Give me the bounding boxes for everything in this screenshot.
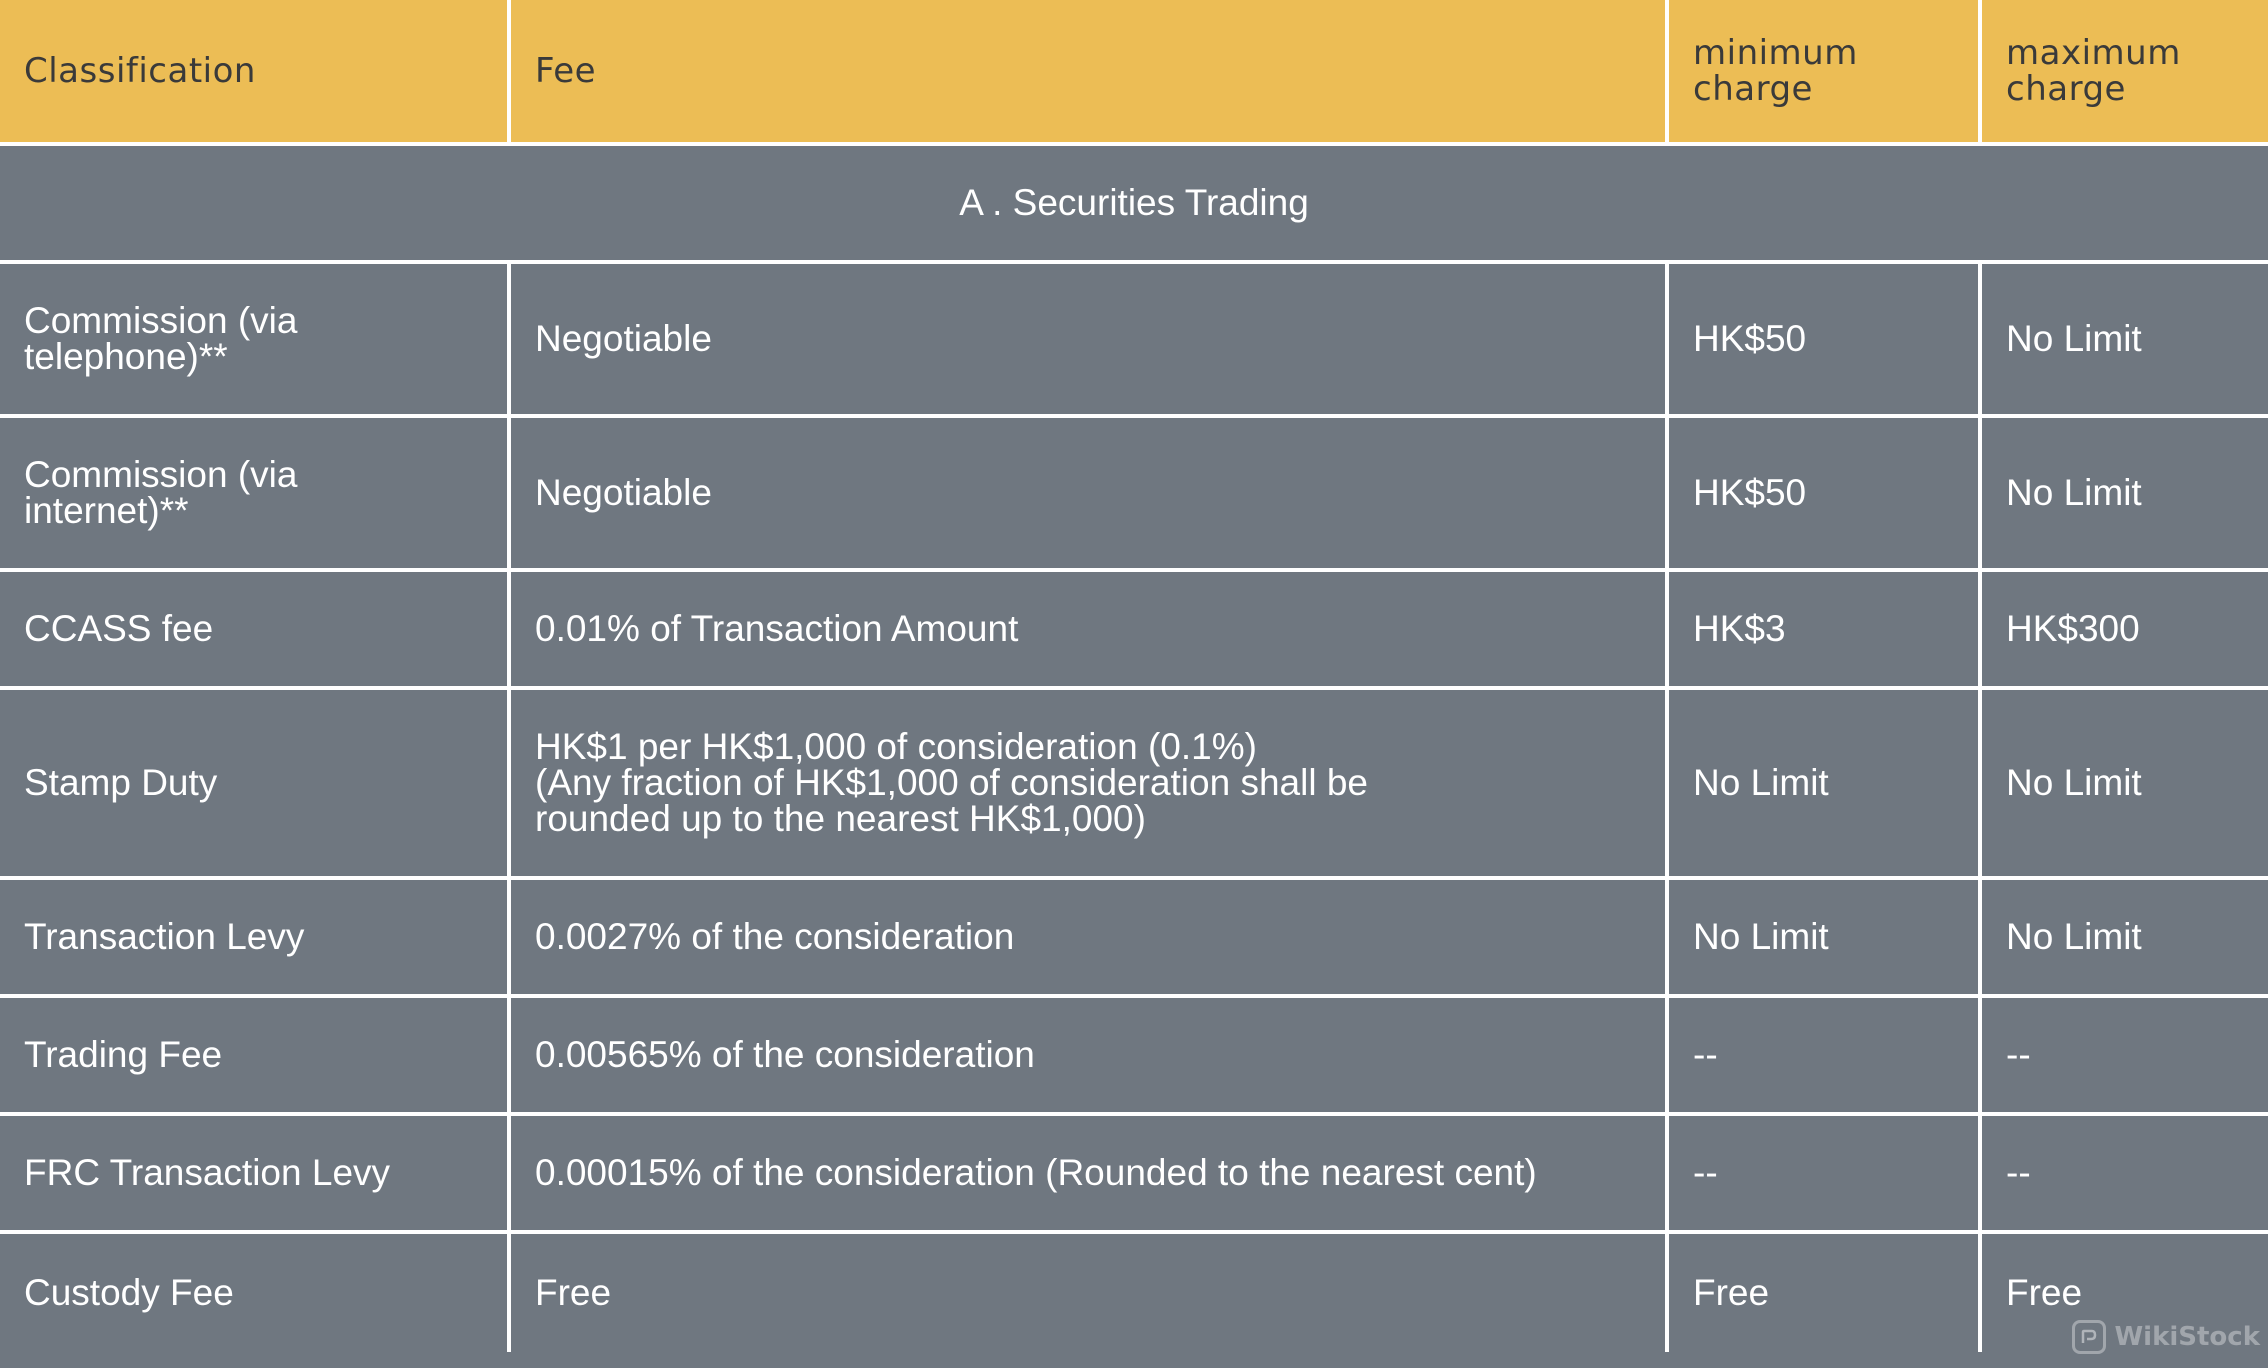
table-row — [0, 688, 2268, 878]
cell-fee: Free — [509, 1232, 1667, 1352]
cell-maximum-charge: No Limit — [1980, 878, 2268, 996]
watermark — [2072, 1320, 2260, 1354]
cell-minimum-charge: HK$3 — [1667, 570, 1980, 688]
section-row — [0, 144, 2268, 262]
section-title: A . Securities Trading — [0, 144, 2268, 262]
table-row — [0, 996, 2268, 1114]
wikistock-logo-icon — [2072, 1320, 2106, 1354]
cell-classification: FRC Transaction Levy — [0, 1114, 509, 1232]
cell-maximum-charge: No Limit — [1980, 688, 2268, 878]
table-row — [0, 570, 2268, 688]
cell-maximum-charge: -- — [1980, 996, 2268, 1114]
cell-maximum-charge: No Limit — [1980, 262, 2268, 416]
cell-minimum-charge: Free — [1667, 1232, 1980, 1352]
cell-fee: Negotiable — [509, 416, 1667, 570]
watermark-text: WikiStock — [2114, 1322, 2260, 1352]
table-header-row — [0, 0, 2268, 144]
cell-minimum-charge: -- — [1667, 1114, 1980, 1232]
table-row — [0, 416, 2268, 570]
cell-minimum-charge: No Limit — [1667, 878, 1980, 996]
cell-classification: Custody Fee — [0, 1232, 509, 1352]
table-row — [0, 1114, 2268, 1232]
cell-maximum-charge: HK$300 — [1980, 570, 2268, 688]
cell-classification: Stamp Duty — [0, 688, 509, 878]
cell-classification: Transaction Levy — [0, 878, 509, 996]
header-classification: Classification — [0, 0, 509, 144]
cell-classification: Commission (via internet)** — [0, 416, 509, 570]
cell-minimum-charge: No Limit — [1667, 688, 1980, 878]
cell-classification: Trading Fee — [0, 996, 509, 1114]
table-row — [0, 262, 2268, 416]
cell-classification: CCASS fee — [0, 570, 509, 688]
cell-fee: Negotiable — [509, 262, 1667, 416]
cell-fee: HK$1 per HK$1,000 of consideration (0.1%) (Any fraction of HK$1,000 of consideration shall be rounded up to the nearest HK$1,000) — [509, 688, 1667, 878]
cell-minimum-charge: HK$50 — [1667, 262, 1980, 416]
header-minimum-charge: minimum charge — [1667, 0, 1980, 144]
cell-fee: 0.00565% of the consideration — [509, 996, 1667, 1114]
table-row — [0, 878, 2268, 996]
table-row — [0, 1232, 2268, 1352]
cell-classification: Commission (via telephone)** — [0, 262, 509, 416]
cell-maximum-charge: No Limit — [1980, 416, 2268, 570]
cell-maximum-charge: -- — [1980, 1114, 2268, 1232]
cell-fee: 0.0027% of the consideration — [509, 878, 1667, 996]
header-fee: Fee — [509, 0, 1667, 144]
header-maximum-charge: maximum charge — [1980, 0, 2268, 144]
cell-fee: 0.01% of Transaction Amount — [509, 570, 1667, 688]
cell-maximum-charge: Free — [1980, 1232, 2268, 1352]
cell-minimum-charge: -- — [1667, 996, 1980, 1114]
cell-fee: 0.00015% of the consideration (Rounded to the nearest cent) — [509, 1114, 1667, 1232]
cell-minimum-charge: HK$50 — [1667, 416, 1980, 570]
